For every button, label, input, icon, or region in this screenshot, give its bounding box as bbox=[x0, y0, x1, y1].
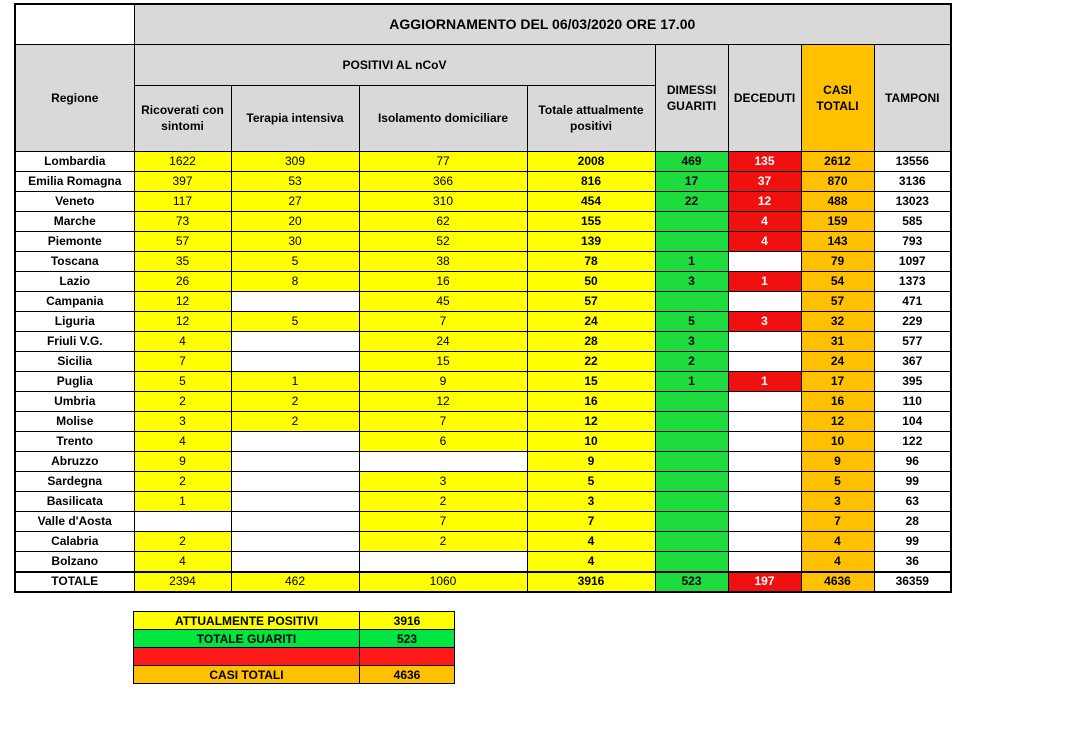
header-terapia: Terapia intensiva bbox=[231, 85, 359, 151]
cell-totale: 454 bbox=[527, 191, 655, 211]
cell-ricoverati: 4 bbox=[134, 551, 231, 572]
table-row bbox=[15, 551, 951, 572]
cell-regione: Calabria bbox=[15, 531, 134, 551]
cell-terapia: 2 bbox=[231, 411, 359, 431]
covid-regions-table bbox=[14, 3, 952, 593]
header-regione: Regione bbox=[15, 44, 134, 151]
cell-regione: Bolzano bbox=[15, 551, 134, 572]
cell-isolamento: 15 bbox=[359, 351, 527, 371]
cell-terapia: 53 bbox=[231, 171, 359, 191]
cell-tamponi: 1097 bbox=[874, 251, 951, 271]
total-deceduti: 197 bbox=[728, 572, 801, 592]
cell-regione: Toscana bbox=[15, 251, 134, 271]
cell-casi: 31 bbox=[801, 331, 874, 351]
cell-totale: 78 bbox=[527, 251, 655, 271]
summary-label: TOTALE GUARITI bbox=[134, 630, 360, 648]
cell-regione: Trento bbox=[15, 431, 134, 451]
cell-deceduti: 3 bbox=[728, 311, 801, 331]
cell-casi: 16 bbox=[801, 391, 874, 411]
cell-totale: 15 bbox=[527, 371, 655, 391]
cell-totale: 4 bbox=[527, 531, 655, 551]
header-isolamento: Isolamento domiciliare bbox=[359, 85, 527, 151]
cell-ricoverati: 117 bbox=[134, 191, 231, 211]
cell-tamponi: 3136 bbox=[874, 171, 951, 191]
table-row bbox=[15, 151, 951, 171]
cell-ricoverati: 7 bbox=[134, 351, 231, 371]
cell-dimessi bbox=[655, 491, 728, 511]
table-row bbox=[15, 311, 951, 331]
cell-isolamento: 77 bbox=[359, 151, 527, 171]
cell-regione: Marche bbox=[15, 211, 134, 231]
cell-dimessi bbox=[655, 551, 728, 572]
total-row bbox=[15, 572, 951, 592]
cell-totale: 816 bbox=[527, 171, 655, 191]
cell-tamponi: 229 bbox=[874, 311, 951, 331]
cell-deceduti bbox=[728, 531, 801, 551]
header-tamponi: TAMPONI bbox=[874, 44, 951, 151]
cell-isolamento: 12 bbox=[359, 391, 527, 411]
header-positivi-group: POSITIVI AL nCoV bbox=[134, 44, 655, 85]
table-row bbox=[15, 271, 951, 291]
cell-ricoverati: 2 bbox=[134, 531, 231, 551]
cell-isolamento: 310 bbox=[359, 191, 527, 211]
table-row bbox=[15, 211, 951, 231]
cell-isolamento bbox=[359, 551, 527, 572]
cell-terapia bbox=[231, 451, 359, 471]
cell-isolamento: 9 bbox=[359, 371, 527, 391]
cell-tamponi: 28 bbox=[874, 511, 951, 531]
cell-isolamento: 7 bbox=[359, 511, 527, 531]
cell-totale: 9 bbox=[527, 451, 655, 471]
cell-dimessi bbox=[655, 511, 728, 531]
total-dimessi: 523 bbox=[655, 572, 728, 592]
cell-deceduti: 1 bbox=[728, 271, 801, 291]
summary-row bbox=[134, 666, 455, 684]
cell-tamponi: 96 bbox=[874, 451, 951, 471]
cell-deceduti bbox=[728, 251, 801, 271]
cell-isolamento: 45 bbox=[359, 291, 527, 311]
cell-regione: Umbria bbox=[15, 391, 134, 411]
table-row bbox=[15, 451, 951, 471]
cell-casi: 4 bbox=[801, 531, 874, 551]
cell-dimessi bbox=[655, 291, 728, 311]
cell-terapia: 5 bbox=[231, 311, 359, 331]
cell-isolamento: 366 bbox=[359, 171, 527, 191]
header-totale-positivi: Totale attualmente positivi bbox=[527, 85, 655, 151]
cell-tamponi: 122 bbox=[874, 431, 951, 451]
cell-deceduti bbox=[728, 551, 801, 572]
table-row bbox=[15, 511, 951, 531]
cell-deceduti bbox=[728, 491, 801, 511]
cell-totale: 16 bbox=[527, 391, 655, 411]
cell-deceduti bbox=[728, 391, 801, 411]
cell-tamponi: 63 bbox=[874, 491, 951, 511]
cell-terapia: 2 bbox=[231, 391, 359, 411]
cell-regione: Puglia bbox=[15, 371, 134, 391]
cell-deceduti: 1 bbox=[728, 371, 801, 391]
cell-dimessi: 3 bbox=[655, 331, 728, 351]
cell-terapia: 1 bbox=[231, 371, 359, 391]
cell-tamponi: 471 bbox=[874, 291, 951, 311]
cell-dimessi bbox=[655, 391, 728, 411]
cell-terapia bbox=[231, 471, 359, 491]
cell-regione: Abruzzo bbox=[15, 451, 134, 471]
cell-dimessi bbox=[655, 531, 728, 551]
cell-regione: Lazio bbox=[15, 271, 134, 291]
cell-casi: 57 bbox=[801, 291, 874, 311]
cell-casi: 9 bbox=[801, 451, 874, 471]
cell-regione: Lombardia bbox=[15, 151, 134, 171]
cell-isolamento: 7 bbox=[359, 311, 527, 331]
cell-regione: Emilia Romagna bbox=[15, 171, 134, 191]
table-row bbox=[15, 491, 951, 511]
table-row bbox=[15, 351, 951, 371]
cell-totale: 2008 bbox=[527, 151, 655, 171]
cell-casi: 143 bbox=[801, 231, 874, 251]
cell-totale: 155 bbox=[527, 211, 655, 231]
cell-terapia: 8 bbox=[231, 271, 359, 291]
cell-casi: 54 bbox=[801, 271, 874, 291]
cell-ricoverati: 12 bbox=[134, 291, 231, 311]
cell-deceduti: 12 bbox=[728, 191, 801, 211]
cell-totale: 24 bbox=[527, 311, 655, 331]
summary-label: ATTUALMENTE POSITIVI bbox=[134, 612, 360, 630]
cell-dimessi: 17 bbox=[655, 171, 728, 191]
cell-ricoverati bbox=[134, 511, 231, 531]
cell-casi: 488 bbox=[801, 191, 874, 211]
cell-terapia bbox=[231, 351, 359, 371]
cell-tamponi: 104 bbox=[874, 411, 951, 431]
cell-tamponi: 36 bbox=[874, 551, 951, 572]
cell-deceduti bbox=[728, 471, 801, 491]
table-row bbox=[15, 431, 951, 451]
cell-deceduti bbox=[728, 351, 801, 371]
cell-dimessi bbox=[655, 231, 728, 251]
table-body bbox=[15, 151, 951, 572]
cell-ricoverati: 3 bbox=[134, 411, 231, 431]
corner-cell bbox=[15, 4, 134, 44]
total-ricoverati: 2394 bbox=[134, 572, 231, 592]
cell-regione: Molise bbox=[15, 411, 134, 431]
header-deceduti: DECEDUTI bbox=[728, 44, 801, 151]
cell-tamponi: 577 bbox=[874, 331, 951, 351]
cell-terapia bbox=[231, 331, 359, 351]
cell-regione: Liguria bbox=[15, 311, 134, 331]
table-row bbox=[15, 251, 951, 271]
cell-terapia bbox=[231, 431, 359, 451]
cell-isolamento: 38 bbox=[359, 251, 527, 271]
cell-regione: Sicilia bbox=[15, 351, 134, 371]
table-row bbox=[15, 291, 951, 311]
cell-isolamento: 2 bbox=[359, 491, 527, 511]
cell-totale: 12 bbox=[527, 411, 655, 431]
cell-isolamento: 2 bbox=[359, 531, 527, 551]
table-row bbox=[15, 391, 951, 411]
cell-casi: 3 bbox=[801, 491, 874, 511]
total-totale-positivi: 3916 bbox=[527, 572, 655, 592]
cell-casi: 2612 bbox=[801, 151, 874, 171]
cell-dimessi: 3 bbox=[655, 271, 728, 291]
cell-ricoverati: 2 bbox=[134, 391, 231, 411]
table-row bbox=[15, 191, 951, 211]
cell-deceduti: 135 bbox=[728, 151, 801, 171]
cell-casi: 159 bbox=[801, 211, 874, 231]
cell-isolamento: 6 bbox=[359, 431, 527, 451]
cell-terapia bbox=[231, 551, 359, 572]
cell-casi: 7 bbox=[801, 511, 874, 531]
cell-regione: Campania bbox=[15, 291, 134, 311]
table-row bbox=[15, 331, 951, 351]
summary-label: TOTALE DECEDUTI bbox=[134, 648, 360, 666]
total-casi: 4636 bbox=[801, 572, 874, 592]
cell-casi: 5 bbox=[801, 471, 874, 491]
total-isolamento: 1060 bbox=[359, 572, 527, 592]
cell-casi: 32 bbox=[801, 311, 874, 331]
cell-deceduti: 4 bbox=[728, 231, 801, 251]
summary-value: 197 bbox=[360, 648, 455, 666]
cell-ricoverati: 4 bbox=[134, 431, 231, 451]
cell-regione: Veneto bbox=[15, 191, 134, 211]
cell-regione: Sardegna bbox=[15, 471, 134, 491]
cell-tamponi: 99 bbox=[874, 531, 951, 551]
cell-tamponi: 367 bbox=[874, 351, 951, 371]
cell-deceduti bbox=[728, 291, 801, 311]
cell-tamponi: 793 bbox=[874, 231, 951, 251]
cell-dimessi: 469 bbox=[655, 151, 728, 171]
cell-dimessi: 22 bbox=[655, 191, 728, 211]
cell-dimessi: 2 bbox=[655, 351, 728, 371]
cell-tamponi: 99 bbox=[874, 471, 951, 491]
cell-totale: 5 bbox=[527, 471, 655, 491]
summary-row bbox=[134, 612, 455, 630]
cell-terapia: 20 bbox=[231, 211, 359, 231]
cell-casi: 17 bbox=[801, 371, 874, 391]
cell-deceduti bbox=[728, 331, 801, 351]
cell-totale: 7 bbox=[527, 511, 655, 531]
page-title: AGGIORNAMENTO DEL 06/03/2020 ORE 17.00 bbox=[134, 4, 951, 44]
cell-terapia: 309 bbox=[231, 151, 359, 171]
table-row bbox=[15, 231, 951, 251]
cell-casi: 24 bbox=[801, 351, 874, 371]
summary-row bbox=[134, 648, 455, 666]
header-dimessi: DIMESSI GUARITI bbox=[655, 44, 728, 151]
cell-totale: 22 bbox=[527, 351, 655, 371]
cell-casi: 870 bbox=[801, 171, 874, 191]
cell-ricoverati: 4 bbox=[134, 331, 231, 351]
cell-ricoverati: 73 bbox=[134, 211, 231, 231]
cell-dimessi: 5 bbox=[655, 311, 728, 331]
cell-ricoverati: 35 bbox=[134, 251, 231, 271]
cell-isolamento: 16 bbox=[359, 271, 527, 291]
cell-dimessi bbox=[655, 211, 728, 231]
cell-isolamento: 24 bbox=[359, 331, 527, 351]
cell-deceduti bbox=[728, 411, 801, 431]
cell-ricoverati: 26 bbox=[134, 271, 231, 291]
cell-dimessi bbox=[655, 451, 728, 471]
cell-terapia bbox=[231, 531, 359, 551]
cell-casi: 12 bbox=[801, 411, 874, 431]
total-tamponi: 36359 bbox=[874, 572, 951, 592]
summary-value: 4636 bbox=[360, 666, 455, 684]
cell-isolamento: 62 bbox=[359, 211, 527, 231]
cell-isolamento: 7 bbox=[359, 411, 527, 431]
cell-ricoverati: 5 bbox=[134, 371, 231, 391]
summary-value: 523 bbox=[360, 630, 455, 648]
summary-table bbox=[133, 611, 455, 684]
cell-tamponi: 13556 bbox=[874, 151, 951, 171]
summary-row bbox=[134, 630, 455, 648]
cell-ricoverati: 12 bbox=[134, 311, 231, 331]
cell-regione: Piemonte bbox=[15, 231, 134, 251]
cell-regione: Valle d'Aosta bbox=[15, 511, 134, 531]
table-row bbox=[15, 471, 951, 491]
cell-totale: 28 bbox=[527, 331, 655, 351]
cell-regione: Friuli V.G. bbox=[15, 331, 134, 351]
cell-ricoverati: 2 bbox=[134, 471, 231, 491]
cell-isolamento: 52 bbox=[359, 231, 527, 251]
header-ricoverati: Ricoverati con sintomi bbox=[134, 85, 231, 151]
cell-isolamento bbox=[359, 451, 527, 471]
cell-dimessi bbox=[655, 471, 728, 491]
header-casi-totali: CASI TOTALI bbox=[801, 44, 874, 151]
cell-ricoverati: 1622 bbox=[134, 151, 231, 171]
total-terapia: 462 bbox=[231, 572, 359, 592]
table-row bbox=[15, 171, 951, 191]
table-row bbox=[15, 411, 951, 431]
cell-terapia: 5 bbox=[231, 251, 359, 271]
total-label: TOTALE bbox=[15, 572, 134, 592]
cell-totale: 10 bbox=[527, 431, 655, 451]
cell-regione: Basilicata bbox=[15, 491, 134, 511]
cell-tamponi: 110 bbox=[874, 391, 951, 411]
cell-tamponi: 13023 bbox=[874, 191, 951, 211]
cell-totale: 4 bbox=[527, 551, 655, 572]
cell-dimessi bbox=[655, 411, 728, 431]
cell-casi: 10 bbox=[801, 431, 874, 451]
cell-ricoverati: 1 bbox=[134, 491, 231, 511]
cell-casi: 4 bbox=[801, 551, 874, 572]
cell-terapia: 27 bbox=[231, 191, 359, 211]
cell-ricoverati: 397 bbox=[134, 171, 231, 191]
cell-tamponi: 585 bbox=[874, 211, 951, 231]
cell-dimessi: 1 bbox=[655, 371, 728, 391]
cell-tamponi: 1373 bbox=[874, 271, 951, 291]
cell-dimessi: 1 bbox=[655, 251, 728, 271]
cell-deceduti bbox=[728, 511, 801, 531]
cell-deceduti: 4 bbox=[728, 211, 801, 231]
cell-terapia bbox=[231, 491, 359, 511]
summary-label: CASI TOTALI bbox=[134, 666, 360, 684]
cell-tamponi: 395 bbox=[874, 371, 951, 391]
cell-dimessi bbox=[655, 431, 728, 451]
table-row bbox=[15, 371, 951, 391]
cell-totale: 3 bbox=[527, 491, 655, 511]
cell-ricoverati: 9 bbox=[134, 451, 231, 471]
cell-deceduti bbox=[728, 451, 801, 471]
summary-value: 3916 bbox=[360, 612, 455, 630]
cell-totale: 57 bbox=[527, 291, 655, 311]
cell-terapia bbox=[231, 291, 359, 311]
cell-ricoverati: 57 bbox=[134, 231, 231, 251]
cell-totale: 50 bbox=[527, 271, 655, 291]
cell-casi: 79 bbox=[801, 251, 874, 271]
cell-terapia bbox=[231, 511, 359, 531]
cell-deceduti bbox=[728, 431, 801, 451]
cell-terapia: 30 bbox=[231, 231, 359, 251]
cell-deceduti: 37 bbox=[728, 171, 801, 191]
cell-totale: 139 bbox=[527, 231, 655, 251]
cell-isolamento: 3 bbox=[359, 471, 527, 491]
table-row bbox=[15, 531, 951, 551]
